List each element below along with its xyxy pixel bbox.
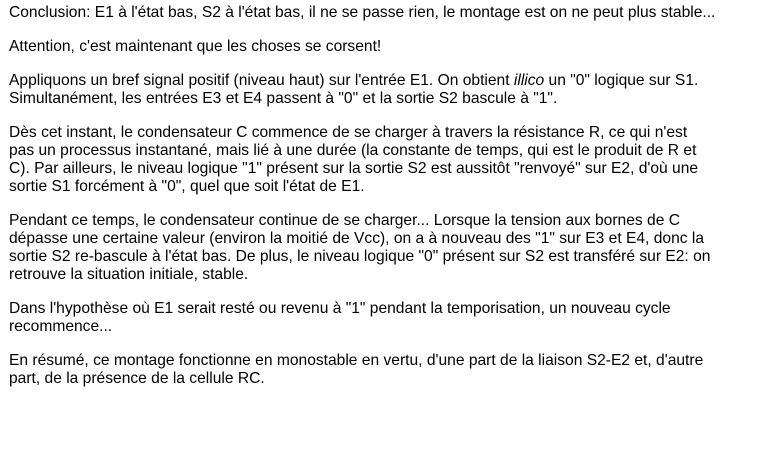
paragraph-pendant-ce-temps: Pendant ce temps, le condensateur continue de se charger... Lorsque la tension aux bornes de C dépasse une certaine valeur (environ la moitié de Vcc), on a à nouveau des "1" sur E3 et E4, donc la sortie S2 re-bascule à l'état bas. De plus, le niveau logique "0" présent sur S2 est transféré sur E2: on retrouve la situation initiale, stable. [9, 212, 711, 283]
paragraph-resume: En résumé, ce montage fonctionne en monostable en vertu, d'une part de la liaison S2-E2 et, d'autre part, de la présence de la cellule RC. [9, 352, 704, 387]
paragraph-signal-e1 [9, 72, 756, 108]
paragraph-signal-e1-end: un "0" logique sur S1. Simultanément, les entrées E3 et E4 passent à "0" et la sortie S2 bascule à "1". [9, 72, 699, 107]
paragraph-condensateur-charge: Dès cet instant, le condensateur C commence de se charger à travers la résistance R, ce qui n'est pas un processus instantané, mais lié à une durée (la constante de temps, qui est le produit de R et C). Par ailleurs, le niveau logique "1" présent sur la sortie S2 est aussitôt "renvoyé" sur E2, d'où une sortie S1 forcément à "0", quel que soit l'état de E1. [9, 124, 699, 195]
paragraph-hypothese: Dans l'hypothèse où E1 serait resté ou revenu à "1" pendant la temporisation, un nouveau cycle recommence... [9, 300, 671, 335]
paragraph-signal-e1-start: Appliquons un bref signal positif (niveau haut) sur l'entrée E1. On obtient [9, 72, 514, 89]
emphasis-illico: illico [513, 72, 545, 89]
paragraph-conclusion: Conclusion: E1 à l'état bas, S2 à l'état bas, il ne se passe rien, le montage est on ne peut plus stable... [9, 4, 716, 21]
paragraph-attention: Attention, c'est maintenant que les choses se corsent! [9, 38, 382, 55]
